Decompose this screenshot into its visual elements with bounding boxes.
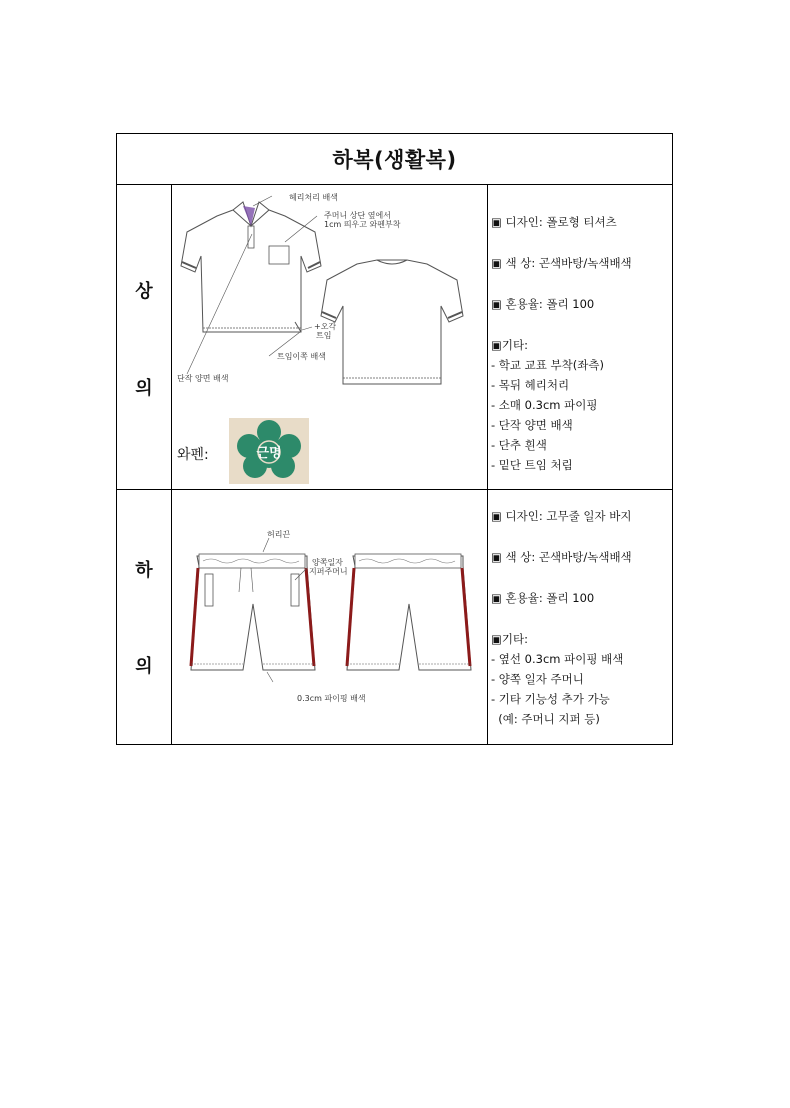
top-spec-other-title: ▣기타: xyxy=(491,338,528,352)
vent-annotation-line1: +오각 xyxy=(314,322,337,331)
top-spec-design: ▣ 디자인: 폴로형 티셔츠 xyxy=(491,215,617,229)
bottom-spec-other-item: - 양쪽 일자 주머니 xyxy=(491,672,584,686)
pants-leader-lines xyxy=(117,134,487,746)
top-spec-list xyxy=(491,212,671,475)
pants-pocket-annotation-line2: 지퍼주머니 xyxy=(309,567,348,576)
top-spec-material: ▣ 혼용율: 폴리 100 xyxy=(491,297,595,311)
piping-annotation: 0.3cm 파이핑 배색 xyxy=(297,694,366,703)
column-divider xyxy=(487,184,488,745)
bottom-label-1: 하 xyxy=(135,560,153,581)
waist-annotation: 허리끈 xyxy=(267,530,291,539)
table-title: 하복(생활복) xyxy=(332,148,457,172)
top-label-1: 상 xyxy=(135,281,153,302)
bottom-spec-other-item: - 기타 기능성 추가 가능 xyxy=(491,692,610,706)
top-spec-other-item: - 학교 교표 부착(좌측) xyxy=(491,358,604,372)
bottom-spec-other-item: (예: 주머니 지퍼 등) xyxy=(491,712,600,726)
placket-annotation: 단작 양면 배색 xyxy=(177,374,229,383)
uniform-spec-table xyxy=(116,133,673,745)
bottom-label-2: 의 xyxy=(135,656,153,677)
bottom-spec-other-title: ▣기타: xyxy=(491,632,528,646)
top-spec-other-item: - 목뒤 헤리처리 xyxy=(491,378,570,392)
bottom-spec-list xyxy=(491,506,671,729)
bottom-spec-other-item: - 옆선 0.3cm 파이핑 배색 xyxy=(491,652,624,666)
top-label-2: 의 xyxy=(135,378,153,399)
bottom-spec-material: ▣ 혼용율: 폴리 100 xyxy=(491,591,595,605)
pocket-annotation-line2: 1cm 띄우고 와펜부착 xyxy=(324,220,401,229)
pants-pocket-annotation-line1: 양쪽일자 xyxy=(312,558,343,567)
top-spec-other-item: - 밑단 트임 처림 xyxy=(491,458,573,472)
top-spec-other-item: - 단작 양면 배색 xyxy=(491,418,573,432)
pocket-annotation-line1: 주머니 상단 옆에서 xyxy=(324,211,391,220)
bottom-spec-design: ▣ 디자인: 고무줄 일자 바지 xyxy=(491,509,632,523)
collar-annotation: 헤리처리 배색 xyxy=(289,193,338,202)
vent-annotation-line2: 트임 xyxy=(316,331,332,340)
bottom-spec-color: ▣ 색 상: 곤색바탕/녹색배색 xyxy=(491,550,632,564)
top-spec-other-item: - 단추 흰색 xyxy=(491,438,547,452)
patch-label: 와펜: xyxy=(177,447,209,463)
top-spec-other-item: - 소매 0.3cm 파이핑 xyxy=(491,398,598,412)
vent-trim-annotation: 트임이쪽 배색 xyxy=(277,352,326,361)
top-spec-color: ▣ 색 상: 곤색바탕/녹색배색 xyxy=(491,256,632,270)
patch-text: 근명 xyxy=(256,446,282,461)
